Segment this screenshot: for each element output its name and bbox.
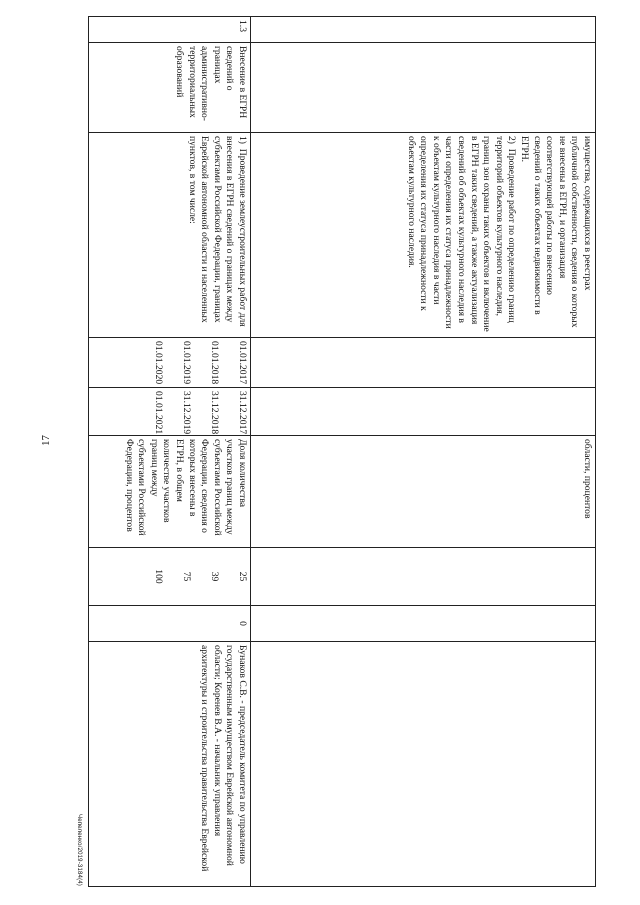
cell-indicator-continued: области, процентов xyxy=(251,436,596,548)
task-description: 1) Проведение землеустроительных работ для внесения в ЕГРН сведений о границах между субъектами Российской Федерации, границах Еврейской автономной области и населенных пунктов, в том числе: xyxy=(89,133,251,338)
row-number: 1.3 xyxy=(89,17,251,43)
cell-target-empty xyxy=(251,548,596,606)
program-table xyxy=(88,16,596,887)
start-date: 01.01.2019 xyxy=(181,341,192,385)
target-values xyxy=(89,548,251,606)
start-date: 01.01.2018 xyxy=(209,341,220,385)
target-value: 39 xyxy=(209,571,220,582)
footnote: Чепеленко/2019-3184(4) xyxy=(76,814,82,886)
end-date: 31.12.2018 xyxy=(209,391,220,435)
target-value: 25 xyxy=(237,571,248,582)
cell-base-empty xyxy=(251,606,596,642)
target-value: 100 xyxy=(153,569,164,584)
table-row-1-3 xyxy=(89,17,251,887)
table-row-continued xyxy=(251,17,596,887)
indicator-text: Доля количества участков границ между субъектами Российской Федерации, сведения о которых внесены в ЕГРН, в общем количестве участков границ между субъектами Российской Федерации, процентов xyxy=(89,436,251,548)
page-number: 17 xyxy=(40,435,52,446)
cell-description-continued: имущества, содержащихся в реестрах публичной собственности, сведения о которых не внесены в ЕГРН, и организация соответствующей работы по внесению сведений о таких объектах недвижимости в ЕГРН. 2) Проведение работ по определению границ территорий объектов культурного наследия, границ зон охраны таких объектов и включение в ЕГРН таких сведений, а также актуализация сведений об объектах культурного наследия в части определения их статуса принадлежности к объектам культурного наследия в части определения их статуса принадлежности к объектам культурного наследия. xyxy=(251,133,596,338)
base-value: 0 xyxy=(89,606,251,642)
rotated-table-wrapper xyxy=(76,16,596,886)
target-value: 75 xyxy=(181,571,192,582)
cell-number-empty xyxy=(251,17,596,43)
end-dates xyxy=(89,388,251,436)
cell-responsible-empty xyxy=(251,642,596,887)
cell-start-empty xyxy=(251,338,596,388)
cell-end-empty xyxy=(251,388,596,436)
start-date: 01.01.2017 xyxy=(237,341,248,385)
end-date: 31.12.2019 xyxy=(181,391,192,435)
start-date: 01.01.2020 xyxy=(153,341,164,385)
start-dates xyxy=(89,338,251,388)
task-name: Внесение в ЕГРН сведений о границах административно-территориальных образований xyxy=(89,43,251,133)
end-date: 31.12.2017 xyxy=(237,391,248,435)
end-date: 01.01.2021 xyxy=(153,391,164,435)
responsible-persons: Бунаков С.В. - председатель комитета по управлению государственным имуществом Еврейской автономной области; Коренев В.А. - начальник управления архитектуры и строительства правительства Еврейской xyxy=(89,642,251,887)
cell-task-empty xyxy=(251,43,596,133)
